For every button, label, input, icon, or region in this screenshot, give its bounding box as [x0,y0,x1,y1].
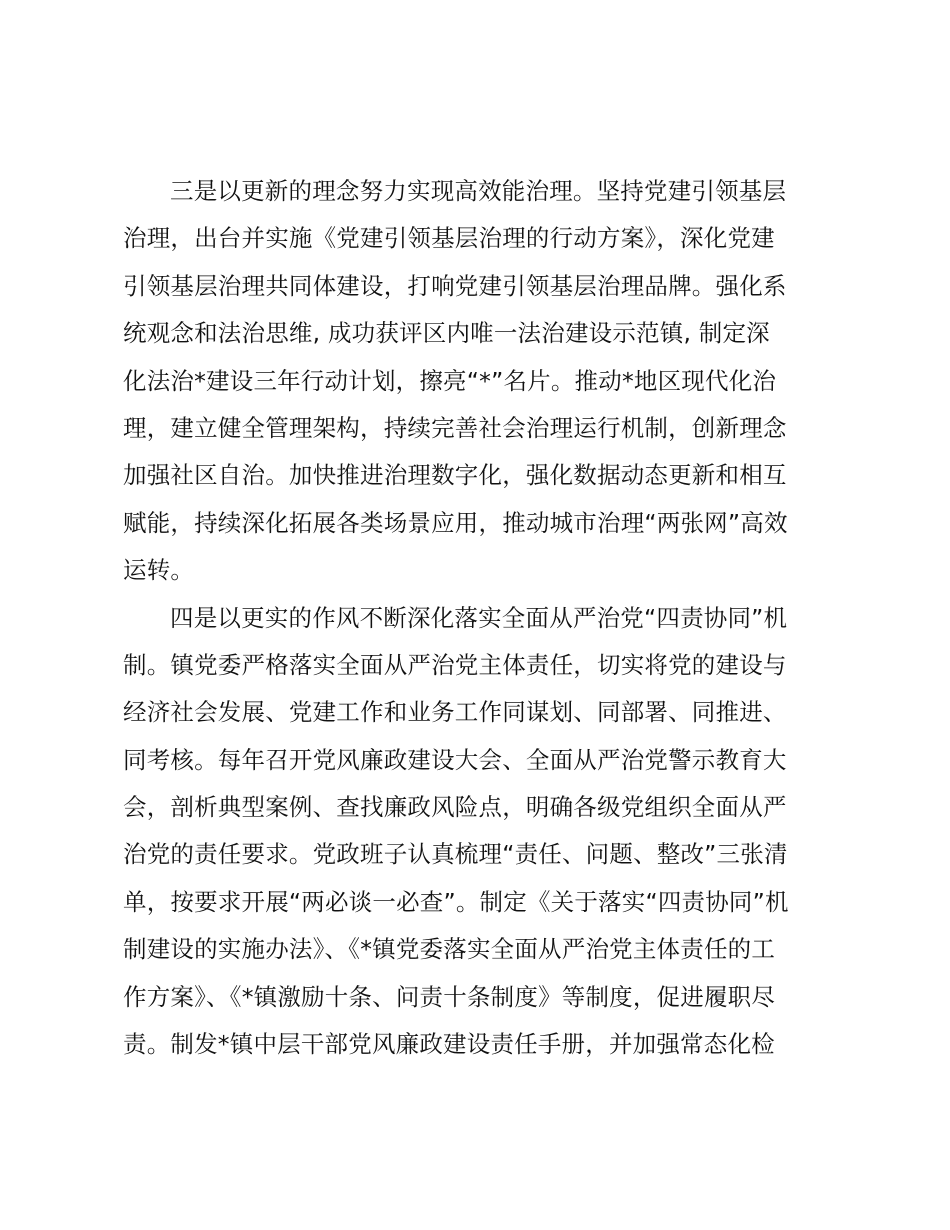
text-line: 经济社会发展、党建工作和业务工作同谋划、同部署、同推进、 [123,698,787,727]
text-line: 四是以更实的作风不断深化落实全面从严治党“四责协同”机 [170,603,788,632]
text-line: 三是以更新的理念努力实现高效能治理。坚持党建引领基层 [170,177,787,205]
text-line: 运转。 [123,556,195,585]
paragraph-governance [123,168,833,595]
text-line: 加强社区自治。加快推进治理数字化，强化数据动态更新和相互 [123,461,787,490]
text-line: 治理，出台并实施《党建引领基层治理的行动方案》，深化党建 [123,224,775,253]
text-line: 治党的责任要求。党政班子认真梳理“责任、问题、整改”三张清 [123,840,788,869]
text-line: 统观念和法治思维, 成功获评区内唯一法治建设示范镇, 制定深 [123,319,770,348]
text-line: 引领基层治理共同体建设，打响党建引领基层治理品牌。强化系 [123,271,787,300]
text-line: 同考核。每年召开党风廉政建设大会、全面从严治党警示教育大 [123,745,787,774]
text-line: 作方案》、《*镇激励十条、问责十条制度》等制度，促进履职尽 [123,982,776,1011]
text-line: 理，建立健全管理架构，持续完善社会治理运行机制，创新理念 [123,413,787,442]
document-body [123,168,833,1068]
text-line: 化法治*建设三年行动计划，擦亮“*”名片。推动*地区现代化治 [123,366,777,395]
text-line: 单，按要求开展“两必谈一必查”。制定《关于落实“四责协同”机 [123,887,789,916]
text-line: 会，剖析典型案例、查找廉政风险点，明确各级党组织全面从严 [123,793,787,822]
text-line: 责。制发*镇中层干部党风廉政建设责任手册，并加强常态化检 [123,1030,775,1059]
text-line: 制。镇党委严格落实全面从严治党主体责任，切实将党的建设与 [123,650,787,679]
text-line: 赋能，持续深化拓展各类场景应用，推动城市治理“两张网”高效 [123,508,788,537]
text-line: 制建设的实施办法》、《*镇党委落实全面从严治党主体责任的工 [123,935,776,964]
paragraph-party-discipline [123,595,833,1069]
